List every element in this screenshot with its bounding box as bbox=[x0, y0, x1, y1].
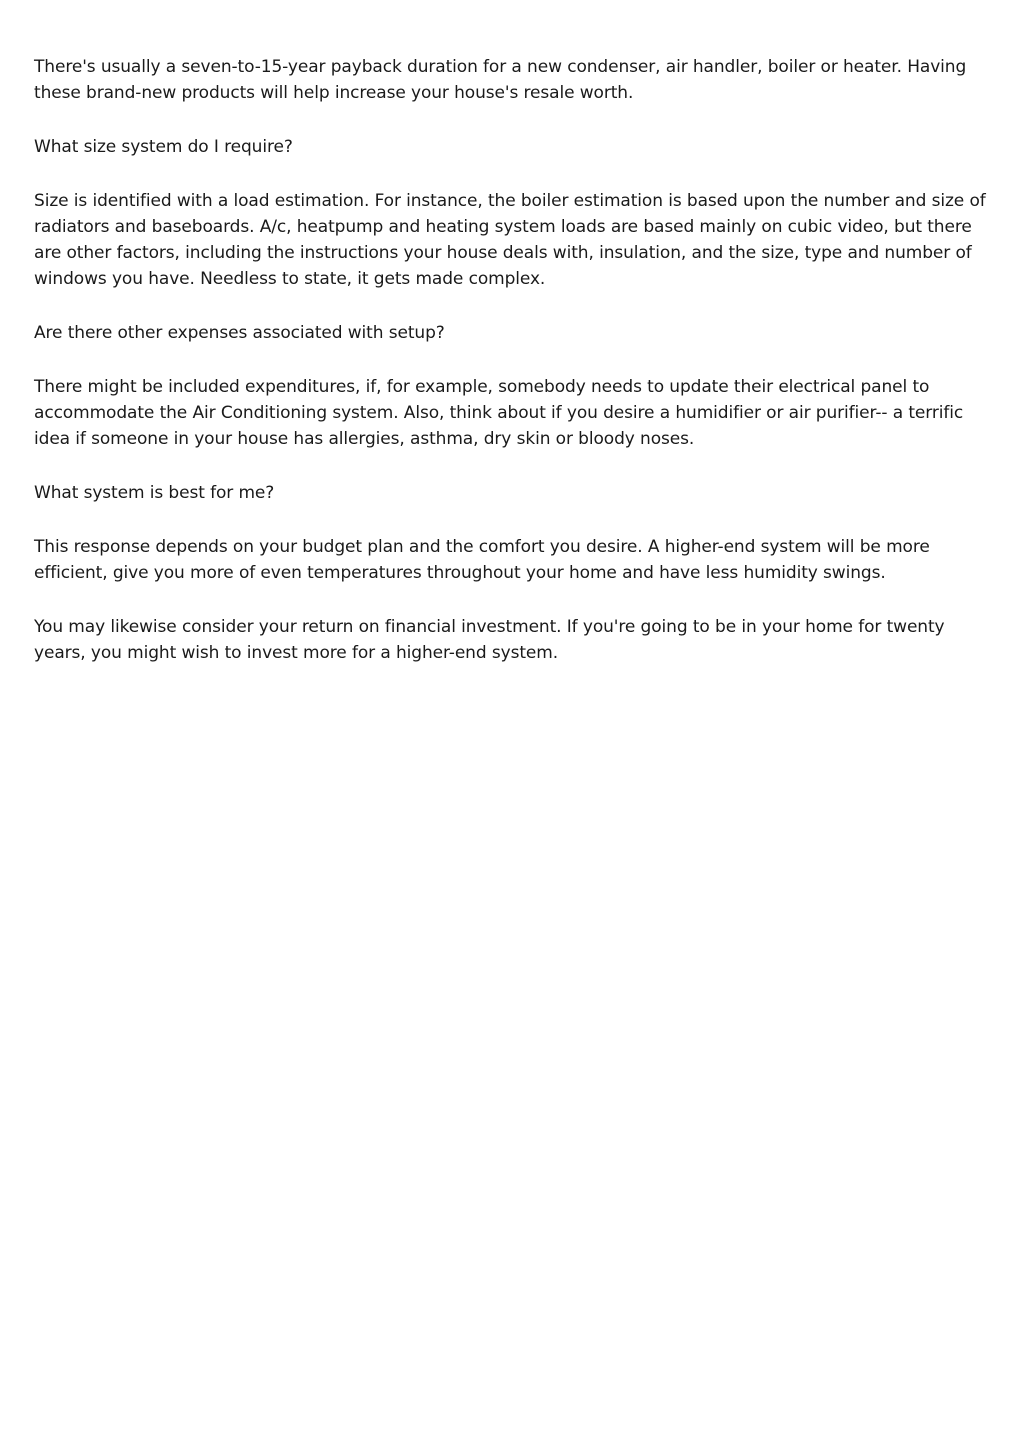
paragraph-load-estimation: Size is identified with a load estimation. For instance, the boiler estimation is based upon the number and size of radiators and baseboards. A/c, heatpump and heating system loads are based mainly on cubic video, but there are other factors, including the instructions your house deals with, insulation, and the size, type and number of windows you have. Needless to state, it gets made complex. bbox=[34, 191, 986, 289]
question-best-system: What system is best for me? bbox=[34, 483, 275, 503]
paragraph-payback: There's usually a seven-to-15-year payback duration for a new condenser, air handler, boiler or heater. Having these brand-new products will help increase your house's resale worth. bbox=[34, 57, 967, 103]
question-system-size: What size system do I require? bbox=[34, 137, 293, 157]
paragraph-extra-expenditures: There might be included expenditures, if, for example, somebody needs to update their electrical panel to accommodate the Air Conditioning system. Also, think about if you desire a humidifier or air purifier-- a terrific idea if someone in your house has allergies, asthma, dry skin or bloody noses. bbox=[34, 377, 964, 449]
paragraph-return-on-investment: You may likewise consider your return on financial investment. If you're going to be in your home for twenty years, you might wish to invest more for a higher-end system. bbox=[34, 617, 945, 663]
paragraph-budget-comfort: This response depends on your budget plan and the comfort you desire. A higher-end system will be more efficient, give you more of even temperatures throughout your home and have less humidity swings. bbox=[34, 537, 930, 583]
question-other-expenses: Are there other expenses associated with setup? bbox=[34, 323, 445, 343]
